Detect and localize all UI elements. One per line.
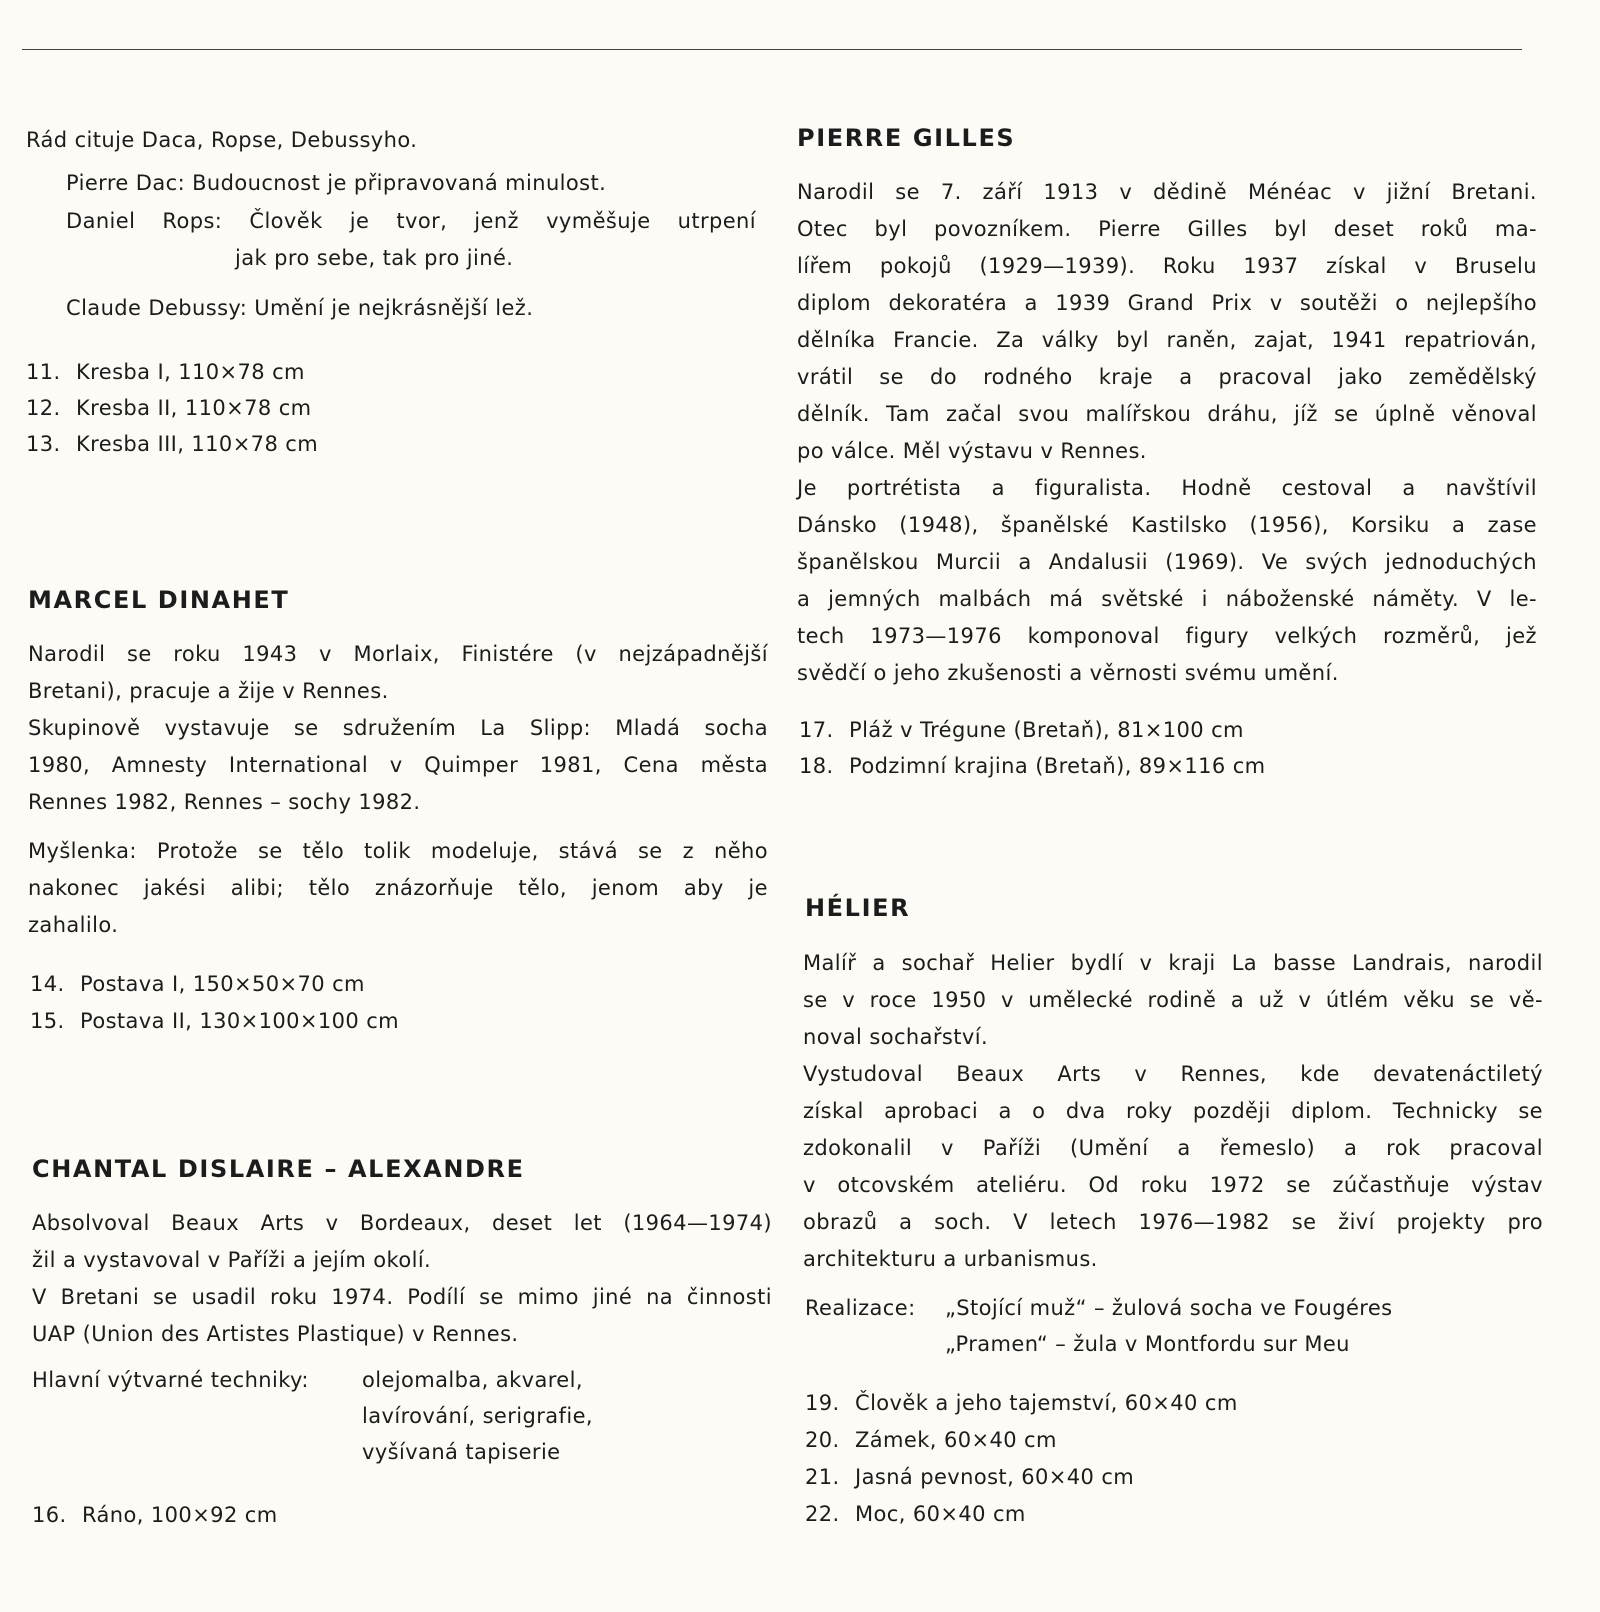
work-title: Kresba I, 110×78 cm <box>76 360 305 384</box>
work-number: 15. <box>30 1009 65 1033</box>
work-number: 22. <box>805 1502 840 1526</box>
work-item <box>805 1425 1057 1455</box>
work-title: Postava I, 150×50×70 cm <box>80 972 365 996</box>
bio-line: tech 1973—1976 komponoval figury velkých rozměrů, jež <box>797 624 1537 648</box>
bio-line: Narodil se roku 1943 v Morlaix, Finistére (v nejzápadnější <box>28 642 768 666</box>
artist-heading: PIERRE GILLES <box>797 124 1016 152</box>
bio-line: a jemných malbách má světské i náboženské náměty. V le- <box>797 587 1537 611</box>
bio-line: Vystudoval Beaux Arts v Rennes, kde devatenáctiletý <box>803 1062 1543 1086</box>
bio-line: diplom dekoratéra a 1939 Grand Prix v soutěži o nejlepšího <box>797 291 1537 315</box>
techniques-value: lavírování, serigrafie, <box>362 1404 593 1428</box>
work-item <box>799 751 1266 781</box>
bio-line: žil a vystavoval v Paříži a jejím okolí. <box>32 1248 432 1272</box>
bio-line: zahalilo. <box>28 913 119 937</box>
techniques-label: Hlavní výtvarné techniky: <box>32 1368 309 1392</box>
section-dislaire <box>32 1153 772 1185</box>
work-number: 11. <box>26 360 61 384</box>
bio-line: svědčí o jeho zkušenosti a věrnosti svému umění. <box>797 661 1339 685</box>
work-item <box>799 715 1244 745</box>
work-title: Kresba III, 110×78 cm <box>76 432 319 456</box>
work-number: 19. <box>805 1391 840 1415</box>
bio-line: po válce. Měl výstavu v Rennes. <box>797 439 1147 463</box>
work-item <box>26 429 318 459</box>
quote-rops-1: Daniel Rops: Člověk je tvor, jenž vyměšuje utrpení <box>66 209 756 233</box>
work-item <box>30 1006 399 1036</box>
gilles-bio <box>797 174 1537 692</box>
bio-line: UAP (Union des Artistes Plastique) v Rennes. <box>32 1322 519 1346</box>
quote-rops-2: jak pro sebe, tak pro jiné. <box>235 246 514 270</box>
bio-line: Je portrétista a figuralista. Hodně cestoval a navštívil <box>797 476 1537 500</box>
bio-line: vrátil se do rodného kraje a pracoval jako zemědělský <box>797 365 1537 389</box>
work-item <box>26 393 312 423</box>
dinahet-bio <box>28 636 768 821</box>
dinahet-thought <box>28 833 768 944</box>
work-number: 17. <box>799 718 834 742</box>
work-item <box>805 1388 1238 1418</box>
work-number: 20. <box>805 1428 840 1452</box>
bio-line: noval sochařství. <box>803 1025 989 1049</box>
bio-line: Absolvoval Beaux Arts v Bordeaux, deset let (1964—1974) <box>32 1211 772 1235</box>
bio-line: V Bretani se usadil roku 1974. Podílí se mimo jiné na činnosti <box>32 1285 772 1309</box>
work-item <box>32 1500 278 1530</box>
work-number: 18. <box>799 754 834 778</box>
work-number: 14. <box>30 972 65 996</box>
work-title: Postava II, 130×100×100 cm <box>80 1009 400 1033</box>
quote-dac: Pierre Dac: Budoucnost je připravovaná minulost. <box>66 171 607 195</box>
work-title: Ráno, 100×92 cm <box>82 1503 278 1527</box>
bio-line: obrazů a soch. V letech 1976—1982 se živí projekty pro <box>803 1210 1543 1234</box>
realizace-item: „Pramen“ – žula v Montfordu sur Meu <box>945 1332 1350 1356</box>
work-number: 21. <box>805 1465 840 1489</box>
work-number: 13. <box>26 432 61 456</box>
work-item <box>30 969 365 999</box>
work-title: Kresba II, 110×78 cm <box>76 396 312 420</box>
work-title: Člověk a jeho tajemství, 60×40 cm <box>855 1391 1238 1415</box>
work-title: Zámek, 60×40 cm <box>855 1428 1057 1452</box>
bio-line: 1980, Amnesty International v Quimper 1981, Cena města <box>28 753 768 777</box>
bio-line: dělník. Tam začal svou malířskou dráhu, jíž se úplně věnoval <box>797 402 1537 426</box>
bio-line: španělskou Murcii a Andalusii (1969). Ve svých jednoduchých <box>797 550 1537 574</box>
section-helier <box>805 892 1545 924</box>
bio-line: získal aprobaci a o dva roky později diplom. Technicky se <box>803 1099 1543 1123</box>
top-rule <box>22 49 1522 50</box>
bio-line: nakonec jakési alibi; tělo znázorňuje tělo, jenom aby je <box>28 876 768 900</box>
work-title: Moc, 60×40 cm <box>855 1502 1026 1526</box>
bio-line: lířem pokojů (1929—1939). Roku 1937 získal v Bruselu <box>797 254 1537 278</box>
bio-line: Dánsko (1948), španělské Kastilsko (1956), Korsiku a zase <box>797 513 1537 537</box>
bio-line: Bretani), pracuje a žije v Rennes. <box>28 679 389 703</box>
work-item <box>805 1499 1026 1529</box>
bio-line: Narodil se 7. září 1913 v dědině Ménéac v jižní Bretani. <box>797 180 1537 204</box>
bio-line: Rennes 1982, Rennes – sochy 1982. <box>28 790 421 814</box>
artist-heading: CHANTAL DISLAIRE – ALEXANDRE <box>32 1155 525 1183</box>
section-gilles <box>797 122 1537 154</box>
dislaire-bio <box>32 1205 772 1353</box>
bio-line: zdokonalil v Paříži (Umění a řemeslo) a rok pracoval <box>803 1136 1543 1160</box>
bio-line: v otcovském ateliéru. Od roku 1972 se zúčastňuje výstav <box>803 1173 1543 1197</box>
artist-heading: MARCEL DINAHET <box>28 586 290 614</box>
work-title: Pláž v Trégune (Bretaň), 81×100 cm <box>849 718 1244 742</box>
artist-heading: HÉLIER <box>805 894 911 922</box>
bio-line: dělníka Francie. Za války byl raněn, zajat, 1941 repatriován, <box>797 328 1537 352</box>
bio-line: architekturu a urbanismus. <box>803 1247 1098 1271</box>
bio-line: se v roce 1950 v umělecké rodině a už v útlém věku se vě- <box>803 988 1543 1012</box>
techniques-value: vyšívaná tapiserie <box>362 1440 561 1464</box>
bio-line: Myšlenka: Protože se tělo tolik modeluje, stává se z něho <box>28 839 768 863</box>
techniques-value: olejomalba, akvarel, <box>362 1368 583 1392</box>
work-number: 16. <box>32 1503 67 1527</box>
intro-line: Rád cituje Daca, Ropse, Debussyho. <box>26 128 418 152</box>
work-item <box>26 357 305 387</box>
section-dinahet <box>28 584 768 616</box>
work-item <box>805 1462 1134 1492</box>
work-title: Jasná pevnost, 60×40 cm <box>855 1465 1135 1489</box>
bio-line: Malíř a sochař Helier bydlí v kraji La basse Landrais, narodil <box>803 951 1543 975</box>
bio-line: Otec byl povozníkem. Pierre Gilles byl deset roků ma- <box>797 217 1537 241</box>
realizace-item: „Stojící muž“ – žulová socha ve Fougéres <box>945 1296 1393 1320</box>
helier-bio <box>803 945 1543 1278</box>
quote-debussy: Claude Debussy: Umění je nejkrásnější lež. <box>66 296 534 320</box>
bio-line: Skupinově vystavuje se sdružením La Slipp: Mladá socha <box>28 716 768 740</box>
work-title: Podzimní krajina (Bretaň), 89×116 cm <box>849 754 1266 778</box>
work-number: 12. <box>26 396 61 420</box>
realizace-label: Realizace: <box>805 1296 916 1320</box>
